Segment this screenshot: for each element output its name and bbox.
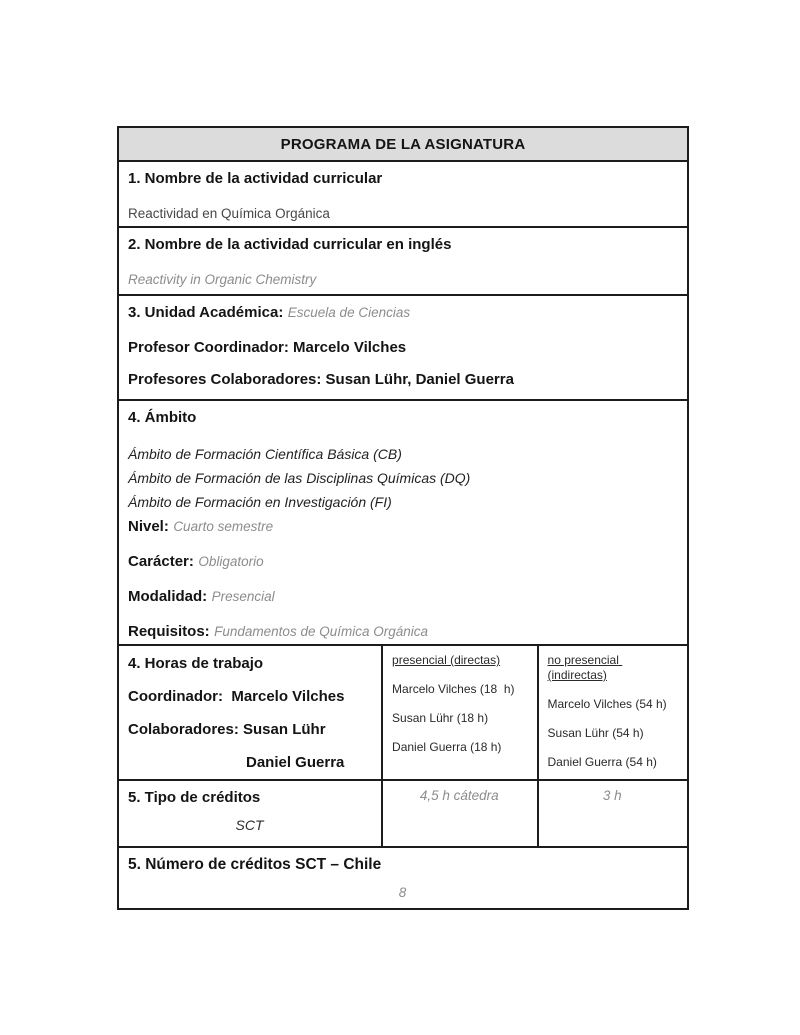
ambito-heading: 4. Ámbito bbox=[128, 409, 197, 426]
numero-heading: 5. Número de créditos SCT – Chile bbox=[128, 856, 382, 873]
presencial-row: Susan Lühr (18 h) bbox=[392, 711, 489, 725]
tipo-left-cell bbox=[119, 781, 381, 846]
numero-value: 8 bbox=[398, 885, 407, 900]
modalidad-line bbox=[128, 586, 677, 607]
caracter-value: Obligatorio bbox=[198, 554, 264, 569]
horas-coordinador-line: Coordinador: Marcelo Vilches bbox=[128, 688, 345, 705]
section-horas-trabajo bbox=[119, 644, 687, 779]
unidad-academica-line bbox=[128, 303, 677, 323]
profesores-colaboradores-line: Profesores Colaboradores: Susan Lühr, Daniel Guerra bbox=[128, 371, 514, 388]
no-presencial-column-header: no presencial (indirectas) bbox=[547, 653, 623, 682]
section-nombre-ingles bbox=[119, 226, 687, 294]
ambito-item: Ámbito de Formación Científica Básica (CB) bbox=[128, 446, 402, 462]
nivel-label: Nivel: bbox=[128, 518, 169, 535]
ambito-item: Ámbito de Formación en Investigación (FI) bbox=[128, 494, 392, 510]
tipo-value: SCT bbox=[235, 817, 264, 833]
section-1-heading: 1. Nombre de la actividad curricular bbox=[128, 170, 383, 187]
section-2-heading: 2. Nombre de la actividad curricular en inglés bbox=[128, 236, 452, 253]
course-name-value: Reactividad en Química Orgánica bbox=[128, 206, 330, 221]
caracter-line bbox=[128, 551, 677, 572]
horas-colaborador2-line: Daniel Guerra bbox=[246, 754, 345, 771]
horas-presencial-cell bbox=[381, 646, 536, 779]
unidad-academica-label: 3. Unidad Académica: bbox=[128, 304, 284, 321]
section-unidad-academica bbox=[119, 294, 687, 399]
tipo-no-presencial-cell bbox=[537, 781, 687, 846]
nivel-line bbox=[128, 516, 677, 537]
ambito-item: Ámbito de Formación de las Disciplinas Químicas (DQ) bbox=[128, 470, 471, 486]
no-presencial-row: Daniel Guerra (54 h) bbox=[547, 755, 657, 769]
presencial-row: Daniel Guerra (18 h) bbox=[392, 740, 502, 754]
horas-no-presencial-cell bbox=[537, 646, 687, 779]
table-header-row bbox=[119, 128, 687, 160]
tipo-presencial-value: 4,5 h cátedra bbox=[419, 788, 499, 803]
presencial-column-header: presencial (directas) bbox=[392, 653, 501, 667]
ambito-list bbox=[128, 442, 677, 514]
course-name-english-value: Reactivity in Organic Chemistry bbox=[128, 272, 317, 287]
requisitos-label: Requisitos: bbox=[128, 623, 210, 640]
section-numero-creditos bbox=[119, 846, 687, 908]
nivel-value: Cuarto semestre bbox=[173, 519, 274, 534]
requisitos-value: Fundamentos de Química Orgánica bbox=[214, 624, 428, 639]
modalidad-label: Modalidad: bbox=[128, 588, 208, 605]
horas-heading: 4. Horas de trabajo bbox=[128, 655, 264, 672]
caracter-label: Carácter: bbox=[128, 553, 194, 570]
unidad-academica-value: Escuela de Ciencias bbox=[287, 305, 411, 320]
section-ambito bbox=[119, 399, 687, 644]
no-presencial-row: Marcelo Vilches (54 h) bbox=[547, 697, 667, 711]
section-nombre-curricular bbox=[119, 160, 687, 226]
syllabus-table bbox=[117, 126, 689, 910]
tipo-heading: 5. Tipo de créditos bbox=[128, 789, 261, 806]
no-presencial-row: Susan Lühr (54 h) bbox=[547, 726, 644, 740]
page-title: PROGRAMA DE LA ASIGNATURA bbox=[280, 135, 526, 153]
profesor-coordinador-line: Profesor Coordinador: Marcelo Vilches bbox=[128, 339, 407, 356]
tipo-no-presencial-value: 3 h bbox=[602, 788, 622, 803]
section-tipo-creditos bbox=[119, 779, 687, 846]
horas-left-cell bbox=[119, 646, 381, 779]
horas-colaboradores-line: Colaboradores: Susan Lühr bbox=[128, 721, 326, 738]
modalidad-value: Presencial bbox=[211, 589, 275, 604]
tipo-presencial-cell bbox=[381, 781, 536, 846]
presencial-row: Marcelo Vilches (18 h) bbox=[392, 682, 515, 696]
requisitos-line bbox=[128, 621, 677, 642]
